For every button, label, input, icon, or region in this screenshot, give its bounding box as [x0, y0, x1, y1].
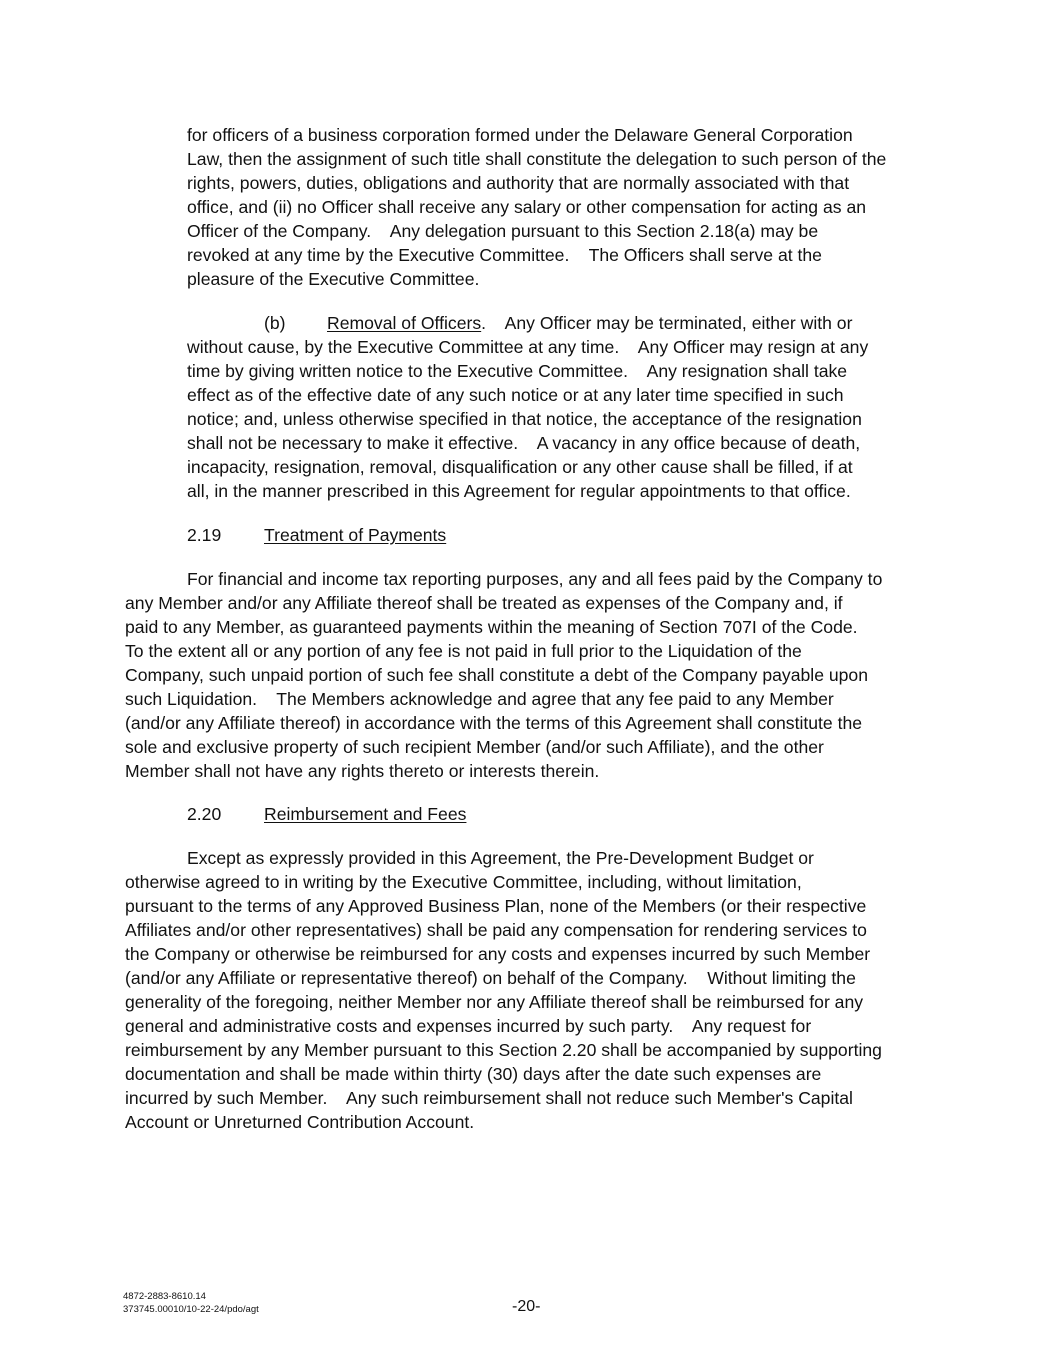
subsection-marker: (b)	[264, 313, 286, 333]
page-number: -20-	[512, 1298, 541, 1315]
paragraph-line: effect as of the effective date of any such notice or at any later time specified in such	[187, 385, 844, 405]
paragraph-line: reimbursement by any Member pursuant to this Section 2.20 shall be accompanied by supporting	[125, 1040, 882, 1060]
paragraph-line: For financial and income tax reporting purposes, any and all fees paid by the Company to	[187, 569, 883, 589]
subsection-heading: Removal of Officers	[327, 313, 482, 333]
paragraph-line: office, and (ii) no Officer shall receive any salary or other compensation for acting as an	[187, 197, 867, 217]
paragraph-line: Member shall not have any rights thereto or interests therein.	[125, 761, 600, 781]
paragraph-line: rights, powers, duties, obligations and authority that are normally associated with that	[187, 173, 850, 193]
paragraph-line: Affiliates and/or other representatives) shall be paid any compensation for rendering services to	[125, 920, 867, 940]
footer-doc-id: 4872-2883-8610.14	[123, 1291, 206, 1302]
paragraph-line: shall not be necessary to make it effective. A vacancy in any office because of death,	[187, 433, 861, 453]
paragraph-line: Except as expressly provided in this Agreement, the Pre-Development Budget or	[187, 848, 814, 868]
subsection-first-line-rest: . Any Officer may be terminated, either with or	[481, 313, 853, 333]
paragraph-line: documentation and shall be made within thirty (30) days after the date such expenses are	[125, 1064, 822, 1084]
paragraph-line: pleasure of the Executive Committee.	[187, 269, 480, 289]
paragraph-line: such Liquidation. The Members acknowledge and agree that any fee paid to any Member	[125, 689, 834, 709]
paragraph-line: time by giving written notice to the Executive Committee. Any resignation shall take	[187, 361, 848, 381]
paragraph-line: Company, such unpaid portion of such fee shall constitute a debt of the Company payable upon	[125, 665, 869, 685]
paragraph-line: Law, then the assignment of such title shall constitute the delegation to such person of the	[187, 149, 887, 169]
paragraph-line: incapacity, resignation, removal, disqualification or any other cause shall be filled, if at	[187, 457, 853, 477]
paragraph-line: revoked at any time by the Executive Committee. The Officers shall serve at the	[187, 245, 822, 265]
paragraph-line: all, in the manner prescribed in this Agreement for regular appointments to that office.	[187, 481, 851, 501]
section-heading: Treatment of Payments	[264, 525, 447, 545]
section-number: 2.20	[187, 804, 222, 824]
paragraph-line: otherwise agreed to in writing by the Executive Committee, including, without limitation,	[125, 872, 802, 892]
paragraph-line: without cause, by the Executive Committee at any time. Any Officer may resign at any	[187, 337, 869, 357]
paragraph-line: for officers of a business corporation formed under the Delaware General Corporation	[187, 125, 853, 145]
paragraph-line: any Member and/or any Affiliate thereof shall be treated as expenses of the Company and, if	[125, 593, 843, 613]
paragraph-line: Officer of the Company. Any delegation pursuant to this Section 2.18(a) may be	[187, 221, 819, 241]
subsection-first-line	[327, 312, 852, 336]
section-number: 2.19	[187, 525, 222, 545]
paragraph-line: (and/or any Affiliate or representative thereof) on behalf of the Company. Without limiting the	[125, 968, 856, 988]
paragraph-line: incurred by such Member. Any such reimbursement shall not reduce such Member's Capital	[125, 1088, 853, 1108]
paragraph-line: pursuant to the terms of any Approved Business Plan, none of the Members (or their respective	[125, 896, 867, 916]
footer-matter-id: 373745.00010/10-22-24/pdo/agt	[123, 1304, 259, 1315]
paragraph-line: To the extent all or any portion of any fee is not paid in full prior to the Liquidation of the	[125, 641, 802, 661]
paragraph-line: notice; and, unless otherwise specified in that notice, the acceptance of the resignation	[187, 409, 862, 429]
paragraph-line: general and administrative costs and expenses incurred by such party. Any request for	[125, 1016, 812, 1036]
paragraph-line: paid to any Member, as guaranteed payments within the meaning of Section 707I of the Code.	[125, 617, 858, 637]
paragraph-line: the Company or otherwise be reimbursed for any costs and expenses incurred by such Member	[125, 944, 871, 964]
paragraph-line: sole and exclusive property of such recipient Member (and/or such Affiliate), and the other	[125, 737, 824, 757]
paragraph-line: generality of the foregoing, neither Member nor any Affiliate thereof shall be reimbursed for any	[125, 992, 864, 1012]
section-heading: Reimbursement and Fees	[264, 804, 467, 824]
paragraph-line: (and/or any Affiliate thereof) in accordance with the terms of this Agreement shall constitute the	[125, 713, 863, 733]
paragraph-line: Account or Unreturned Contribution Account.	[125, 1112, 475, 1132]
